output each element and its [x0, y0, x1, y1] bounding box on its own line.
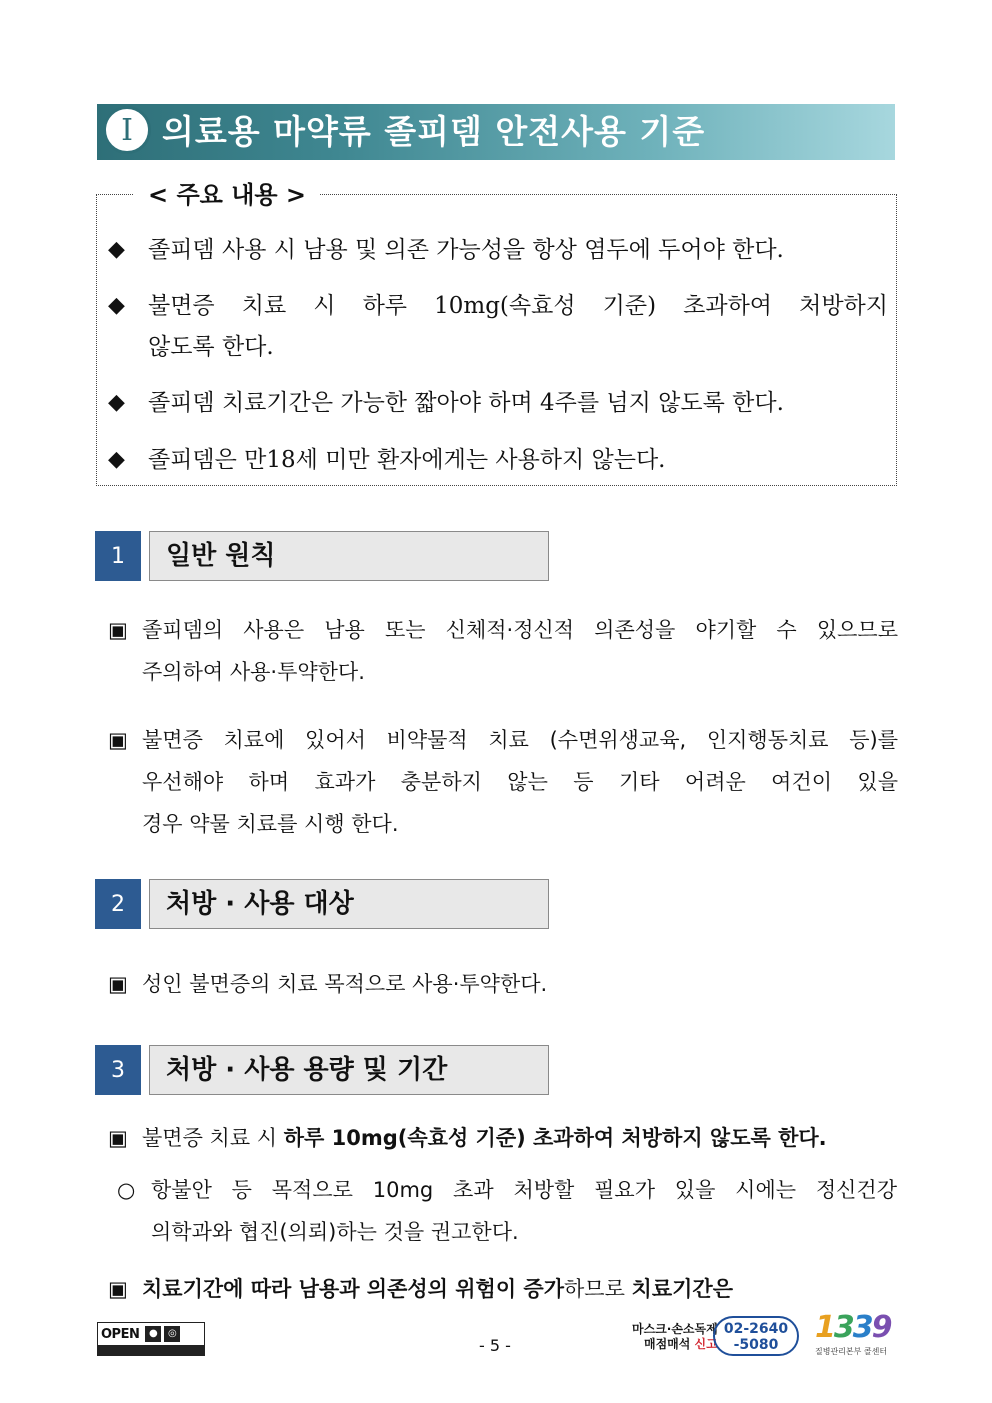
section-title: 처방 · 사용 용량 및 기간 — [149, 1045, 549, 1095]
paragraph — [108, 1117, 898, 1159]
summary-header: < 주요 내용 > — [134, 178, 320, 212]
phone-line: -5080 — [733, 1337, 779, 1353]
paragraph-line: 불면증 치료에 있어서 비약물적 치료 (수면위생교육, 인지행동치료 등)를 — [142, 728, 898, 752]
circle-bullet-icon: ○ — [117, 1178, 136, 1202]
paragraph-line: 졸피뎀의 사용은 남용 또는 신체적·정신적 의존성을 야기할 수 있으므로 — [142, 618, 898, 642]
summary-item-continuation — [108, 326, 888, 368]
paragraph-line: 우선해야 하며 효과가 충분하지 않는 등 기타 어려운 여건이 있을 — [142, 770, 898, 794]
paragraph-line: 항불안 등 목적으로 10mg 초과 처방할 필요가 있을 시에는 정신건강 — [151, 1178, 897, 1202]
title-numeral-badge: Ⅰ — [103, 106, 151, 154]
paragraph-line: 경우 약물 치료를 시행 한다. — [142, 812, 399, 836]
paragraph-bold-text: 치료기간은 — [631, 1277, 733, 1301]
section-title: 일반 원칙 — [149, 531, 549, 581]
paragraph — [108, 963, 898, 1005]
phone-badge — [713, 1316, 799, 1356]
page-number: - 5 - — [479, 1336, 511, 1355]
section-number: 3 — [95, 1045, 141, 1095]
paragraph-line: 주의하여 사용·투약한다. — [142, 660, 365, 684]
open-license-badge — [97, 1322, 205, 1356]
diamond-bullet-icon: ◆ — [108, 293, 125, 318]
report-highlight: 신고 — [694, 1337, 718, 1351]
square-bullet-icon: ▣ — [108, 972, 128, 996]
summary-item-text: 졸피뎀은 만18세 미만 환자에게는 사용하지 않는다. — [148, 447, 666, 473]
summary-item — [108, 382, 888, 424]
summary-item — [108, 439, 888, 481]
phone-line: 02-2640 — [723, 1321, 789, 1337]
summary-item-text: 졸피뎀 사용 시 남용 및 의존 가능성을 항상 염두에 두어야 한다. — [148, 237, 784, 263]
square-bullet-icon: ▣ — [108, 1126, 128, 1150]
square-bullet-icon: ▣ — [108, 1277, 128, 1301]
hotline-caption: 질병관리본부 콜센터 — [815, 1347, 888, 1356]
report-line: 마스크·손소독제 — [632, 1322, 718, 1336]
diamond-bullet-icon: ◆ — [108, 390, 125, 415]
license-strip — [98, 1345, 204, 1355]
sub-paragraph — [117, 1169, 897, 1253]
section-number: 1 — [95, 531, 141, 581]
paragraph-bold-text: 하루 10mg(속효성 기준) 초과하여 처방하지 않도록 한다. — [283, 1126, 827, 1150]
summary-item — [108, 285, 888, 327]
noncommercial-icon: ◎ — [164, 1326, 180, 1342]
paragraph — [108, 609, 898, 693]
paragraph-bold-text: 치료기간에 따라 남용과 의존성의 위험이 증가 — [142, 1277, 564, 1301]
report-line: 매점매석 — [643, 1337, 695, 1351]
square-bullet-icon: ▣ — [108, 618, 128, 642]
open-label: OPEN — [101, 1326, 140, 1342]
section-title: 처방 · 사용 대상 — [149, 879, 549, 929]
report-notice — [632, 1322, 718, 1352]
summary-item — [108, 229, 888, 271]
summary-item-text: 않도록 한다. — [148, 334, 274, 360]
square-bullet-icon: ▣ — [108, 728, 128, 752]
summary-item-text: 졸피뎀 치료기간은 가능한 짧아야 하며 4주를 넘지 않도록 한다. — [148, 390, 784, 416]
diamond-bullet-icon: ◆ — [108, 447, 125, 472]
paragraph-line: 의학과와 협진(의뢰)하는 것을 권고한다. — [151, 1220, 519, 1244]
paragraph — [108, 719, 898, 845]
page-title: 의료용 마약류 졸피뎀 안전사용 기준 — [162, 112, 706, 151]
paragraph-text: 불면증 치료 시 — [142, 1126, 284, 1150]
hotline-logo — [815, 1310, 901, 1358]
summary-item-text: 불면증 치료 시 하루 10mg(속효성 기준) 초과하여 처방하지 — [148, 293, 888, 319]
attribution-icon: ● — [145, 1326, 161, 1342]
paragraph-line: 성인 불면증의 치료 목적으로 사용·투약한다. — [142, 972, 548, 996]
diamond-bullet-icon: ◆ — [108, 237, 125, 262]
paragraph-text: 하므로 — [564, 1277, 632, 1301]
paragraph — [108, 1268, 898, 1310]
section-number: 2 — [95, 879, 141, 929]
hotline-number: 1339 — [815, 1310, 891, 1345]
